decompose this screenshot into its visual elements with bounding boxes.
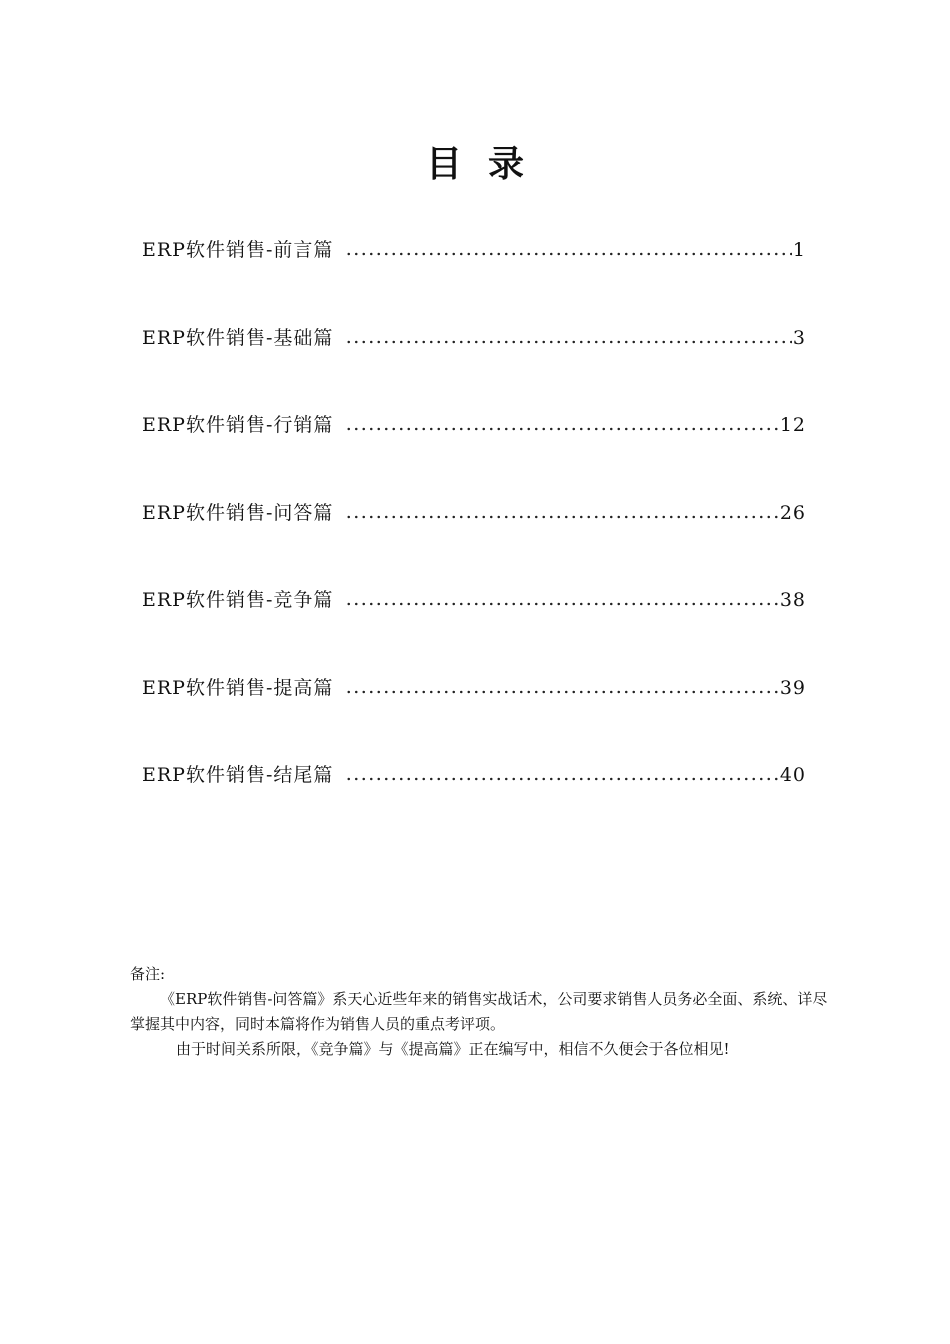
toc-entry-qa[interactable] bbox=[142, 495, 806, 531]
toc-dot-leader bbox=[345, 690, 778, 694]
toc-page-number: 39 bbox=[779, 676, 806, 699]
toc-entry-conclusion[interactable] bbox=[142, 757, 806, 793]
toc-dot-leader bbox=[345, 252, 792, 256]
toc-entry-preface[interactable] bbox=[142, 232, 806, 268]
toc-entry-improvement[interactable] bbox=[142, 670, 806, 706]
remarks-section bbox=[130, 962, 830, 1062]
remarks-paragraph: 《ERP软件销售-问答篇》系天心近些年来的销售实战话术，公司要求销售人员务必全面、系统、详尽掌握其中内容，同时本篇将作为销售人员的重点考评项。 bbox=[130, 990, 828, 1033]
toc-entry-label: ERP软件销售-问答篇 bbox=[142, 501, 334, 524]
toc-entry-label: ERP软件销售-基础篇 bbox=[142, 326, 334, 349]
toc-entry-marketing[interactable] bbox=[142, 407, 806, 443]
toc-dot-leader bbox=[345, 777, 778, 781]
toc-page-number: 26 bbox=[779, 501, 806, 524]
toc-page-number: 38 bbox=[779, 589, 806, 611]
toc-dot-leader bbox=[345, 515, 778, 519]
toc-entry-label: ERP软件销售-提高篇 bbox=[142, 676, 334, 699]
toc-entry-label: ERP软件销售-竞争篇 bbox=[142, 589, 334, 611]
page-title: 目录 bbox=[425, 143, 550, 186]
remarks-paragraph: 由于时间关系所限，《竞争篇》与《提高篇》正在编写中，相信不久便会于各位相见! bbox=[176, 1040, 730, 1058]
toc-dot-leader bbox=[345, 602, 778, 606]
toc-page-number: 3 bbox=[792, 326, 806, 349]
toc-entry-competition[interactable] bbox=[142, 582, 806, 618]
toc-page-number: 12 bbox=[779, 414, 806, 436]
table-of-contents bbox=[142, 232, 806, 845]
toc-dot-leader bbox=[345, 427, 778, 431]
remarks-heading: 备注: bbox=[130, 965, 166, 983]
toc-page-number: 40 bbox=[779, 764, 806, 786]
toc-entry-basics[interactable] bbox=[142, 320, 806, 356]
toc-page-number: 1 bbox=[792, 239, 806, 261]
toc-dot-leader bbox=[345, 340, 792, 344]
toc-entry-label: ERP软件销售-结尾篇 bbox=[142, 764, 334, 786]
toc-entry-label: ERP软件销售-前言篇 bbox=[142, 239, 334, 261]
toc-entry-label: ERP软件销售-行销篇 bbox=[142, 414, 334, 436]
